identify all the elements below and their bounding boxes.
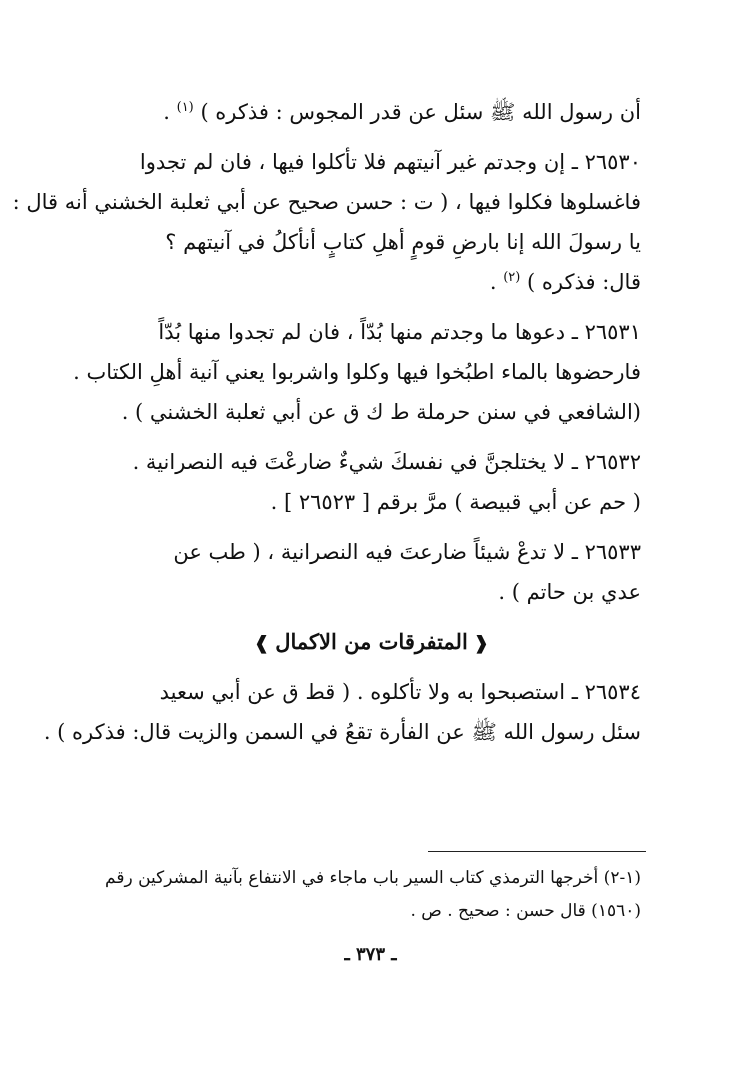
text-line: ٢٦٥٣٢ ـ لا يختلجنَّ في نفسكَ شيءٌ ضارعْتَ فيه النصرانية . — [132, 450, 641, 474]
footnote-ref[interactable]: (١) — [176, 100, 194, 115]
line-end: . — [163, 100, 170, 124]
footnote-line: (١-٢) أخرجها الترمذي كتاب السير باب ماجاء في الانتفاع بآنية المشركين رقم — [105, 868, 641, 888]
text-line: قال: فذكره ) — [527, 270, 641, 294]
opening-line — [102, 92, 641, 132]
hadith-entry-26530 — [12, 142, 641, 302]
text-line: أن رسول الله ﷺ سئل عن قدر المجوس : فذكره ) — [200, 100, 641, 124]
text-line: فاغسلوها فكلوا فيها ، ( ت : حسن صحيح عن أبي ثعلبة الخشني أنه قال : — [12, 190, 641, 214]
text-line: ( حم عن أبي قبيصة ) مرَّ برقم [ ٢٦٥٢٣ ] . — [270, 490, 641, 514]
section-heading-text: المتفرقات من الاكمال — [275, 629, 468, 654]
text-line: فارحضوها بالماء اطبُخوا فيها وكلوا واشربوا يعني آنية أهلِ الكتاب . — [73, 360, 641, 384]
ornament-left-icon: ❱ — [254, 633, 270, 654]
text-line: عدي بن حاتم ) . — [498, 580, 641, 604]
hadith-entry-26533 — [102, 532, 641, 612]
hadith-entry-26534 — [43, 672, 641, 752]
text-line: ٢٦٥٣١ ـ دعوها ما وجدتم منها بُدّاً ، فان لم تجدوا منها بُدّاً — [158, 320, 641, 344]
section-heading — [102, 622, 641, 664]
text-line: ٢٦٥٣٣ ـ لا تدعْ شيئاً ضارعتَ فيه النصرانية ، ( طب عن — [173, 540, 641, 564]
footnote-line: (١٥٦٠) قال حسن : صحيح . ص . — [410, 901, 641, 921]
footnote-divider — [428, 851, 646, 852]
text-line: يا رسولَ الله إنا بارضِ قومٍ أهلِ كتابٍ أنأكلُ في آنيتهم ؟ — [165, 230, 641, 254]
ornament-right-icon: ❰ — [473, 633, 489, 654]
text-line: (الشافعي في سنن حرملة ط ك ق عن أبي ثعلبة الخشني ) . — [121, 400, 641, 424]
hadith-entry-26531 — [73, 312, 641, 432]
footnote — [100, 862, 641, 928]
footnote-ref[interactable]: (٢) — [503, 270, 521, 285]
text-line: سئل رسول الله ﷺ عن الفأرة تقعُ في السمن والزيت قال: فذكره ) . — [43, 720, 641, 744]
line-end: . — [489, 270, 497, 294]
hadith-entry-26532 — [102, 442, 641, 522]
page-number: ـ ٣٧٣ ـ — [344, 944, 397, 965]
text-line: ٢٦٥٣٤ ـ استصبحوا به ولا تأكلوه . ( قط ق عن أبي سعيد — [159, 680, 641, 704]
text-line: ٢٦٥٣٠ ـ إن وجدتم غير آنيتهم فلا تأكلوا فيها ، فان لم تجدوا — [139, 150, 641, 174]
